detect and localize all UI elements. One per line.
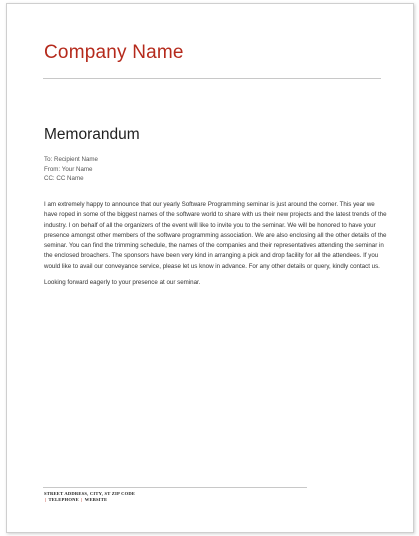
memo-page [6, 3, 414, 533]
footer-separator: | [45, 497, 47, 503]
company-name: Company Name [44, 42, 184, 63]
footer-contact [44, 497, 135, 503]
body-paragraph: Looking forward eagerly to your presence at our seminar. [44, 278, 201, 286]
footer-separator: | [81, 497, 83, 503]
memo-header-fields [44, 155, 98, 184]
footer [44, 491, 135, 504]
header-divider [43, 78, 381, 79]
memo-body [44, 200, 387, 294]
body-paragraph: I am extremely happy to announce that our yearly Software Programming seminar is just around the corner. This year we have roped in some of the biggest names of the software world to share with us their new projects and the latest trends of the industry. I on behalf of all the organizers of the event will like to invite you to the seminar. We will be honored to have your presence amongst other members of the software programming association. We are also enclosing all the other details of the seminar. You can find the trimming schedule, the names of the companies and their representatives attending the seminar in the enclosed broachers. The sponsors have been very kind in arranging a pick and drop facility for all the attendees. If you would like to avail our conveyance service, please let us know in advance. For any other details or query, kindly contact us. [44, 201, 387, 270]
cc-field: CC: CC Name [44, 175, 84, 183]
footer-website: WEBSITE [84, 497, 108, 503]
to-field: To: Recipient Name [44, 156, 98, 163]
memo-title: Memorandum [44, 126, 140, 143]
footer-divider [43, 487, 307, 488]
footer-telephone: TELEPHONE [48, 497, 79, 503]
from-field: From: Your Name [44, 165, 93, 173]
footer-address: STREET ADDRESS, CITY, ST ZIP CODE [44, 491, 136, 496]
